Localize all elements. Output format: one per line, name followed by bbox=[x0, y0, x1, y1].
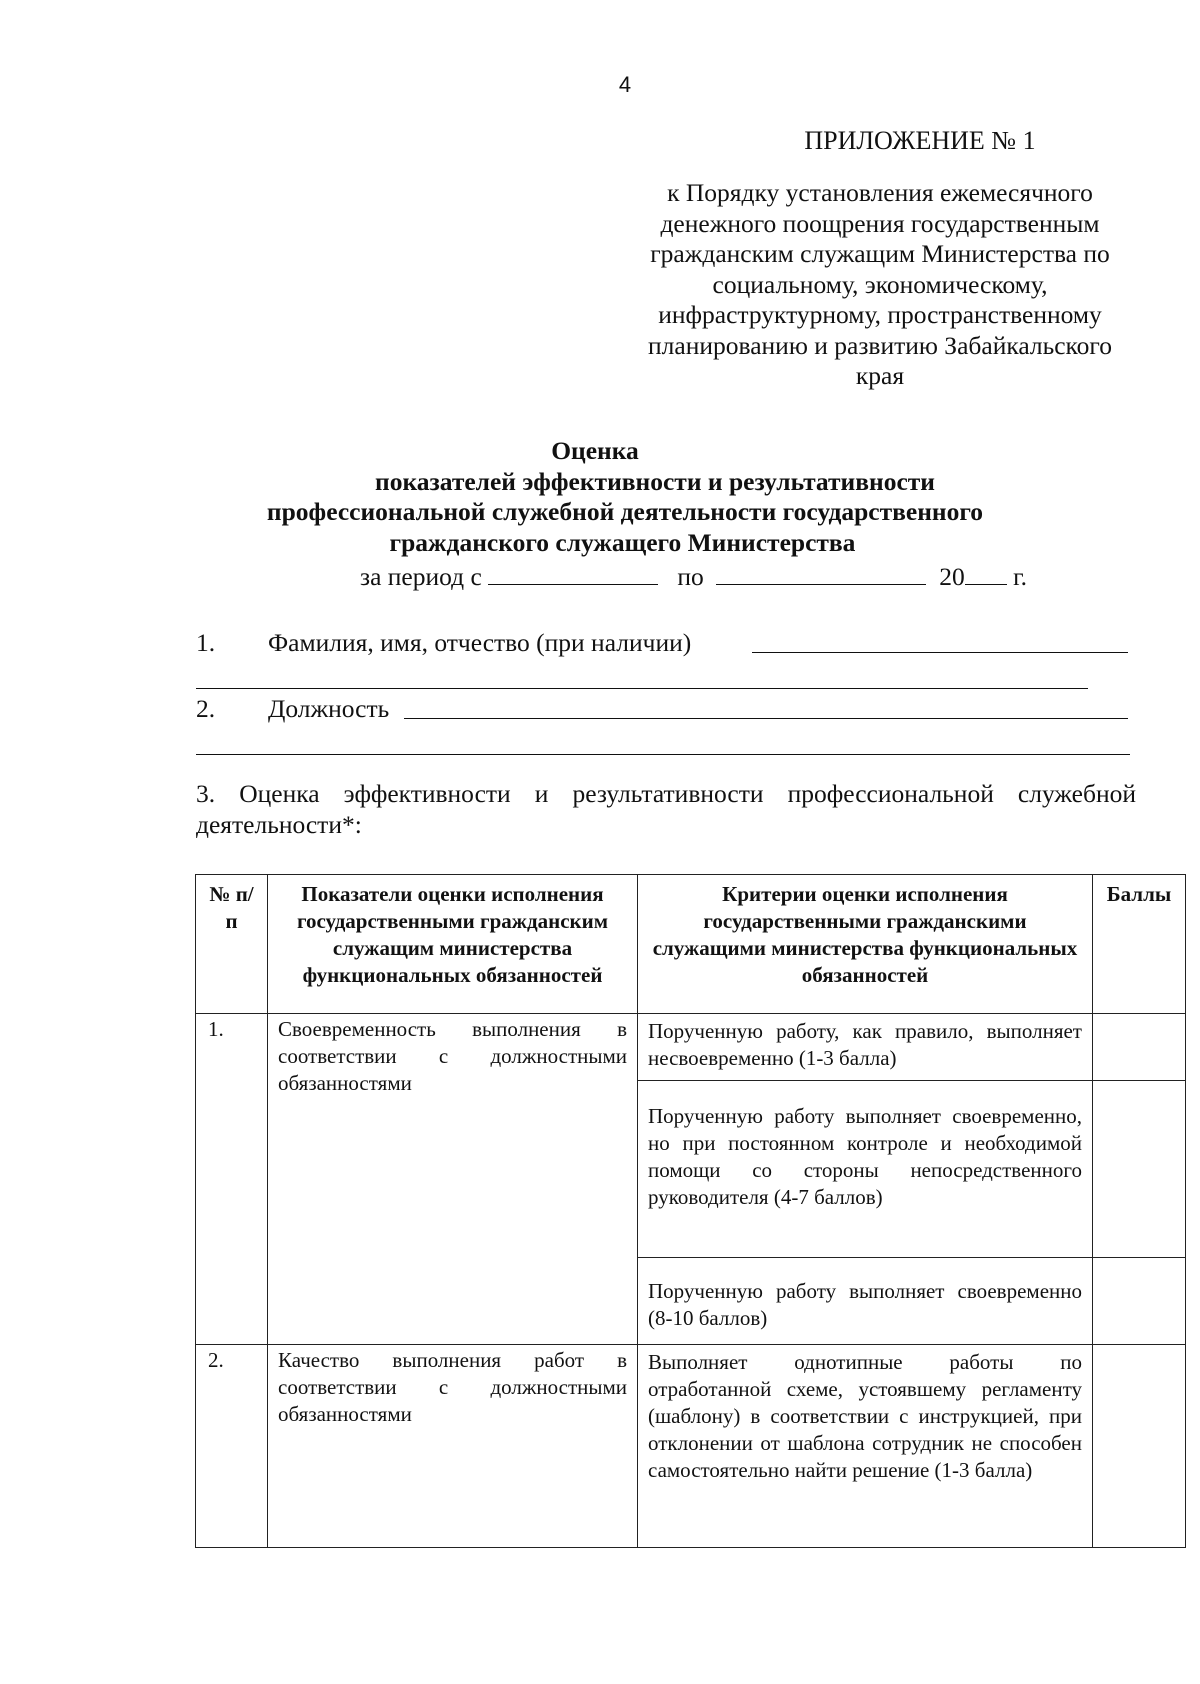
row-criterion: Порученную работу выполняет своевременно, но при постоянном контроле и необходимой помощи со стороны непосредственного руководителя (4-7 баллов) bbox=[638, 1081, 1093, 1258]
heading-line: показателей эффективности и результативности bbox=[375, 466, 935, 496]
score-cell[interactable] bbox=[1093, 1345, 1186, 1548]
heading-line: Оценка bbox=[551, 436, 639, 465]
row-indicator: Качество выполнения работ в соответствии с должностными обязанностями bbox=[268, 1345, 638, 1548]
heading-line: гражданского служащего Министерства bbox=[389, 527, 856, 557]
score-cell[interactable] bbox=[1093, 1081, 1186, 1258]
heading-line: профессиональной служебной деятельности государственного bbox=[266, 497, 984, 526]
appendix-line: инфраструктурному, пространственному bbox=[658, 300, 1102, 329]
fio-input-line[interactable] bbox=[752, 652, 1128, 653]
field-label: Фамилия, имя, отчество (при наличии) bbox=[268, 628, 692, 657]
page-number: 4 bbox=[618, 72, 632, 97]
field-position bbox=[196, 694, 389, 724]
appendix-line: гражданским служащим Министерства по bbox=[650, 239, 1110, 268]
position-input-line[interactable] bbox=[404, 718, 1128, 719]
year-blank[interactable] bbox=[965, 562, 1007, 585]
header-num: № п/п bbox=[196, 875, 268, 1014]
row-criterion: Порученную работу, как правило, выполняет несвоевременно (1-3 балла) bbox=[638, 1014, 1093, 1081]
row-criterion: Выполняет однотипные работы по отработанной схеме, устоявшему регламенту (шаблону) в соответствии с инструкцией, при отклонении от шаблона сотрудник не способен самостоятельно найти решение (1-3 балла) bbox=[638, 1345, 1093, 1548]
appendix-line: денежного поощрения государственным bbox=[660, 208, 1100, 238]
period-from-label: за период с bbox=[360, 562, 482, 591]
row-number: 2. bbox=[196, 1345, 268, 1548]
appendix-reference bbox=[610, 178, 1150, 392]
appendix-title: ПРИЛОЖЕНИЕ № 1 bbox=[804, 126, 1036, 155]
field-number: 1. bbox=[196, 628, 216, 657]
score-cell[interactable] bbox=[1093, 1258, 1186, 1345]
appendix-line: планированию и развитию Забайкальского bbox=[648, 330, 1112, 360]
year-suffix: г. bbox=[1013, 562, 1028, 591]
section-3-title: 3. Оценка эффективности и результативности профессиональной служебной деятельности*: bbox=[196, 779, 1136, 839]
appendix-line: социальному, экономическому, bbox=[712, 269, 1048, 299]
period-line bbox=[360, 562, 1027, 592]
period-to-label: по bbox=[677, 562, 704, 591]
table-row bbox=[196, 1345, 1186, 1548]
field-fio bbox=[196, 628, 691, 658]
table-header-row bbox=[196, 875, 1186, 1014]
period-from-blank[interactable] bbox=[488, 562, 658, 585]
appendix-line: к Порядку установления ежемесячного bbox=[667, 178, 1093, 207]
position-input-line-2[interactable] bbox=[196, 754, 1130, 755]
appendix-line: края bbox=[855, 361, 905, 390]
header-criteria: Критерии оценки исполнения государственными гражданскими служащими министерства функциональных обязанностей bbox=[638, 875, 1093, 1014]
header-indicator: Показатели оценки исполнения государственными гражданским служащим министерства функциональных обязанностей bbox=[268, 875, 638, 1014]
row-number: 1. bbox=[196, 1014, 268, 1345]
row-criterion: Порученную работу выполняет своевременно (8-10 баллов) bbox=[638, 1258, 1093, 1345]
evaluation-table bbox=[195, 874, 1186, 1548]
period-to-blank[interactable] bbox=[716, 562, 926, 585]
table-row bbox=[196, 1014, 1186, 1081]
row-indicator: Своевременность выполнения в соответствии с должностными обязанностями bbox=[268, 1014, 638, 1345]
fio-input-line-2[interactable] bbox=[196, 688, 1088, 689]
header-score: Баллы bbox=[1093, 875, 1186, 1014]
score-cell[interactable] bbox=[1093, 1014, 1186, 1081]
year-prefix: 20 bbox=[939, 562, 965, 591]
field-number: 2. bbox=[196, 694, 216, 723]
field-label: Должность bbox=[268, 694, 390, 723]
document-heading bbox=[120, 436, 1200, 558]
